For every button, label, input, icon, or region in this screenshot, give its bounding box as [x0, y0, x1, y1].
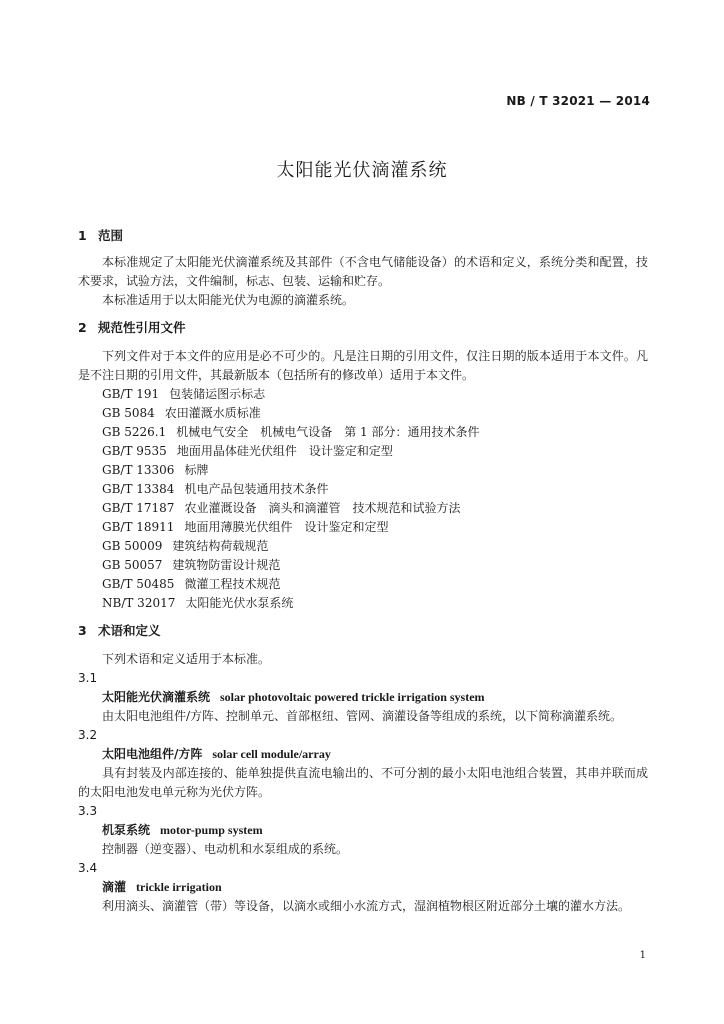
term-definition: 利用滴头、滴灌管（带）等设备，以滴水或细小水流方式，湿润植物根区附近部分土壤的灌水方法。 — [102, 899, 631, 913]
term-title — [78, 878, 648, 897]
reference-code: GB 50057 — [102, 558, 163, 572]
term-definition: 控制器（逆变器）、电动机和水泵组成的系统。 — [102, 842, 349, 856]
reference-title: 农业灌溉设备 滴头和滴灌管 技术规范和试验方法 — [184, 501, 461, 515]
reference-title: 微灌工程技术规范 — [184, 577, 281, 591]
standard-number: NB / T 32021 — 2014 — [506, 94, 650, 108]
reference-code: GB/T 13384 — [102, 482, 175, 496]
reference-item — [78, 480, 648, 499]
paragraph: 下列文件对于本文件的应用是必不可少的。凡是注日期的引用文件，仅注日期的版本适用于本文件。凡是不注日期的引用文件，其最新版本（包括所有的修改单）适用于本文件。 — [78, 349, 648, 382]
term-number: 3.2 — [78, 728, 98, 742]
term-definition: 具有封装及内部连接的、能单独提供直流电输出的、不可分割的最小太阳电池组合装置，其串并联而成的太阳电池发电单元称为光伏方阵。 — [78, 766, 648, 799]
reference-item — [78, 575, 648, 594]
reference-code: GB/T 50485 — [102, 577, 175, 591]
reference-code: GB/T 17187 — [102, 501, 175, 515]
section-number: 3 — [78, 623, 87, 638]
reference-code: GB/T 191 — [102, 387, 160, 401]
section-number: 1 — [78, 228, 87, 243]
reference-item — [78, 537, 648, 556]
document-title: 太阳能光伏滴灌系统 — [276, 160, 448, 181]
term-title — [78, 745, 648, 764]
section-heading — [78, 621, 648, 640]
reference-code: GB 5084 — [102, 406, 155, 420]
reference-item — [78, 423, 648, 442]
term-title — [78, 821, 648, 840]
term-en: solar photovoltaic powered trickle irrigation system — [220, 690, 485, 704]
term-zh: 太阳电池组件/方阵 — [102, 747, 203, 761]
term-definition: 由太阳电池组件/方阵、控制单元、首部枢纽、管网、滴灌设备等组成的系统，以下简称滴灌系统。 — [102, 709, 623, 723]
reference-item — [78, 461, 648, 480]
page-number: 1 — [639, 950, 646, 961]
reference-code: GB/T 18911 — [102, 520, 175, 534]
reference-title: 机电产品包装通用技术条件 — [184, 482, 329, 496]
reference-code: GB 5226.1 — [102, 425, 167, 439]
reference-code: NB/T 32017 — [102, 596, 176, 610]
section-title: 术语和定义 — [98, 623, 161, 638]
reference-item — [78, 499, 648, 518]
reference-item — [78, 404, 648, 423]
term-title — [78, 688, 648, 707]
reference-title: 机械电气安全 机械电气设备 第 1 部分：通用技术条件 — [176, 425, 480, 439]
term-en: solar cell module/array — [212, 747, 331, 761]
paragraph: 本标准规定了太阳能光伏滴灌系统及其部件（不含电气储能设备）的术语和定义，系统分类和配置，技术要求，试验方法，文件编制，标志、包装、运输和贮存。 — [78, 255, 648, 288]
reference-item — [78, 442, 648, 461]
section-number: 2 — [78, 320, 87, 335]
reference-code: GB 50009 — [102, 539, 163, 553]
term-zh: 太阳能光伏滴灌系统 — [102, 690, 211, 704]
reference-title: 太阳能光伏水泵系统 — [185, 596, 294, 610]
reference-title: 农田灌溉水质标准 — [164, 406, 261, 420]
section-heading — [78, 226, 648, 245]
reference-item — [78, 594, 648, 613]
reference-title: 建筑物防雷设计规范 — [172, 558, 281, 572]
reference-title: 地面用薄膜光伏组件 设计鉴定和定型 — [184, 520, 389, 534]
term-zh: 滴灌 — [102, 880, 127, 894]
term-zh: 机泵系统 — [102, 823, 151, 837]
reference-item — [78, 385, 648, 404]
reference-title: 地面用晶体硅光伏组件 设计鉴定和定型 — [176, 444, 393, 458]
reference-code: GB/T 13306 — [102, 463, 175, 477]
document-body — [78, 226, 648, 916]
term-number: 3.1 — [78, 671, 98, 685]
reference-title: 标牌 — [184, 463, 209, 477]
section-title: 规范性引用文件 — [98, 320, 186, 335]
section-title: 范围 — [98, 228, 124, 243]
reference-list — [78, 385, 648, 613]
paragraph: 下列术语和定义适用于本标准。 — [102, 652, 271, 666]
reference-title: 包装储运图示标志 — [169, 387, 266, 401]
reference-code: GB/T 9535 — [102, 444, 167, 458]
term-en: trickle irrigation — [136, 880, 222, 894]
reference-item — [78, 518, 648, 537]
reference-item — [78, 556, 648, 575]
section-heading — [78, 318, 648, 337]
term-number: 3.4 — [78, 861, 98, 875]
term-number: 3.3 — [78, 804, 98, 818]
reference-title: 建筑结构荷载规范 — [172, 539, 269, 553]
term-en: motor-pump system — [160, 823, 263, 837]
paragraph: 本标准适用于以太阳能光伏为电源的滴灌系统。 — [102, 293, 355, 307]
